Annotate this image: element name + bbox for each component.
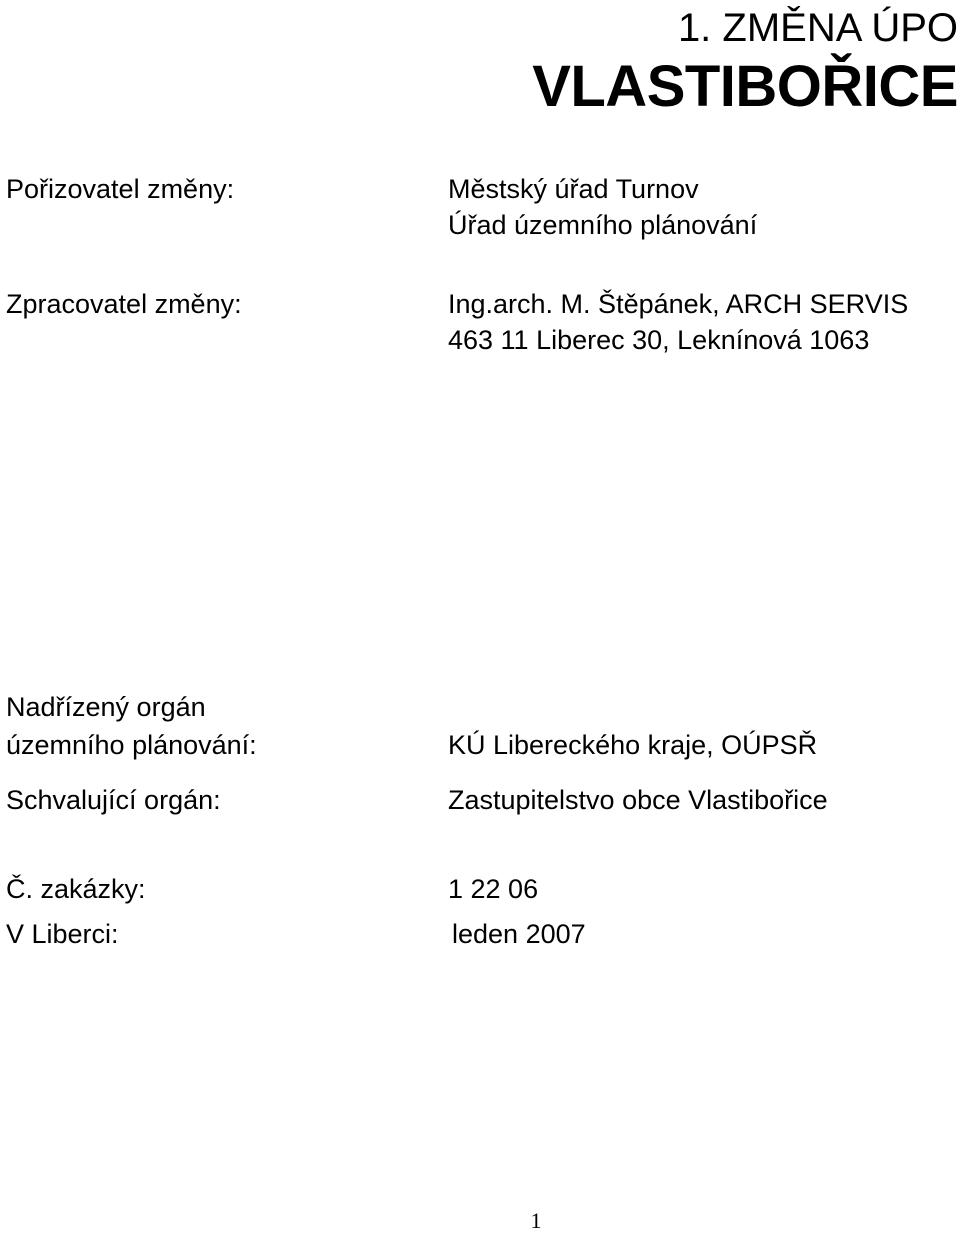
porizovatel-label: Pořizovatel změny: bbox=[6, 174, 235, 204]
document-title-line2: VLASTIBOŘICE bbox=[532, 54, 958, 119]
page-number: 1 bbox=[530, 1208, 542, 1233]
porizovatel-value-line2: Úřad územního plánování bbox=[448, 210, 758, 240]
document-title-line1: 1. ZMĚNA ÚPO bbox=[677, 6, 958, 50]
misto-label: V Liberci: bbox=[6, 919, 119, 949]
schvalujici-organ-label: Schvalující orgán: bbox=[6, 785, 221, 815]
cislo-zakazky-label: Č. zakázky: bbox=[6, 874, 146, 904]
cislo-zakazky-value: 1 22 06 bbox=[448, 874, 539, 904]
schvalujici-organ-value: Zastupitelstvo obce Vlastibořice bbox=[448, 785, 828, 815]
datum-value: leden 2007 bbox=[452, 919, 586, 949]
nadrizeny-organ-label-line2: územního plánování: bbox=[6, 730, 257, 760]
zpracovatel-value-line1: Ing.arch. M. Štěpánek, ARCH SERVIS bbox=[448, 289, 909, 319]
nadrizeny-organ-value: KÚ Libereckého kraje, OÚPSŘ bbox=[448, 730, 818, 760]
nadrizeny-organ-label-line1: Nadřízený orgán bbox=[6, 692, 206, 722]
porizovatel-value-line1: Městský úřad Turnov bbox=[448, 174, 699, 204]
zpracovatel-value-line2: 463 11 Liberec 30, Leknínová 1063 bbox=[448, 325, 870, 355]
zpracovatel-label: Zpracovatel změny: bbox=[6, 289, 242, 319]
